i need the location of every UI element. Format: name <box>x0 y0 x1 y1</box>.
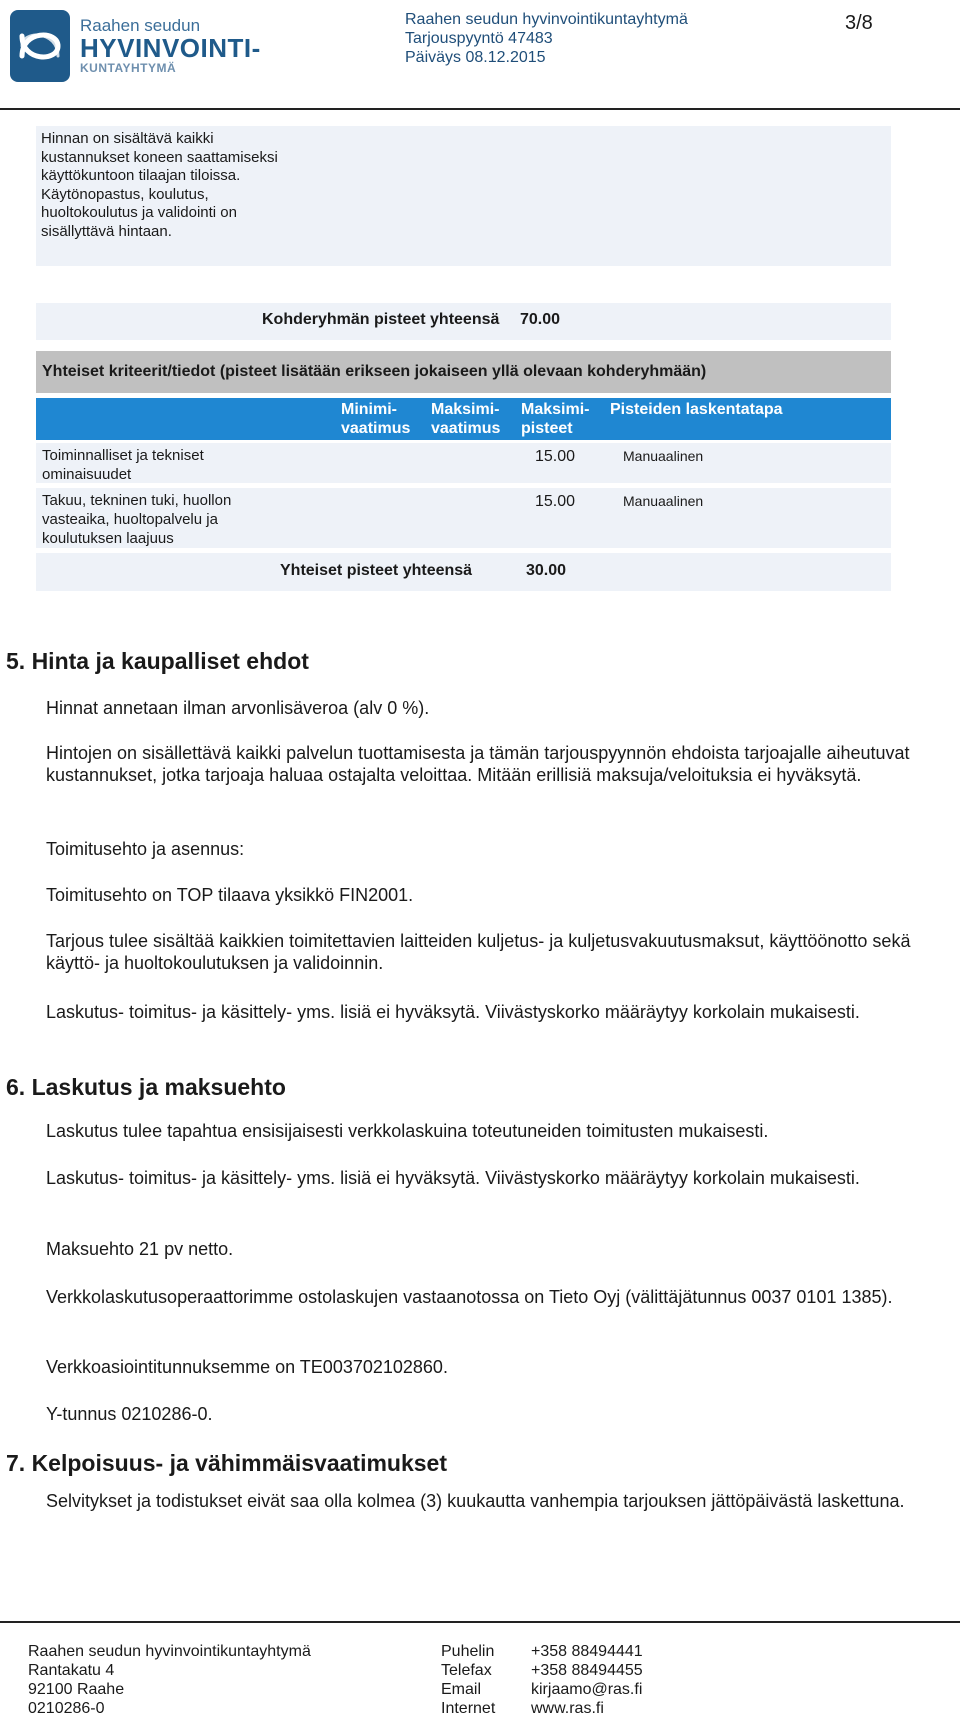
criteria-points: 15.00 <box>535 493 576 510</box>
criteria-row <box>36 443 891 483</box>
footer-label-fax: Telefax <box>441 1662 492 1679</box>
section-6-paragraph: Laskutus tulee tapahtua ensisijaisesti verkkolaskuina toteutuneiden toimitusten mukaisesti. <box>46 1121 769 1141</box>
header-organization: Raahen seudun hyvinvointikuntayhtymä <box>405 11 688 28</box>
footer-label-email: Email <box>441 1681 482 1698</box>
criteria-label: Toiminnalliset ja tekniset ominaisuudet <box>42 447 204 483</box>
criteria-label: Takuu, tekninen tuki, huollon vasteaika, huoltopalvelu ja koulutuksen laajuus <box>42 492 232 547</box>
section-6-paragraph: Verkkolaskutusoperaattorimme ostolaskujen vastaanotossa on Tieto Oyj (välittäjätunnus 0037 0101 1385). <box>46 1287 893 1307</box>
knot-logo-icon <box>10 10 70 82</box>
common-criteria-heading: Yhteiset kriteerit/tiedot (pisteet lisätään erikseen jokaiseen yllä olevaan kohderyhmään) <box>36 351 891 393</box>
footer-website-link[interactable]: www.ras.fi <box>531 1700 604 1717</box>
section-5-paragraph: Hinnat annetaan ilman arvonlisäveroa (alv 0 %). <box>46 698 430 718</box>
footer-city: 92100 Raahe <box>28 1681 125 1698</box>
footer-divider <box>0 1621 960 1623</box>
logo-big-text: HYVINVOINTI- <box>80 32 261 63</box>
section-5-paragraph: Laskutus- toimitus- ja käsittely- yms. lisiä ei hyväksytä. Viivästyskorko määräytyy korkolain mukaisesti. <box>46 1002 860 1022</box>
footer-street: Rantakatu 4 <box>28 1662 115 1679</box>
footer-email-link[interactable]: kirjaamo@ras.fi <box>531 1681 643 1698</box>
section-7-paragraph: Selvitykset ja todistukset eivät saa olla kolmea (3) kuukautta vanhempia tarjouksen jättöpäivästä laskettuna. <box>46 1491 905 1511</box>
section-5-paragraph: Toimitusehto on TOP tilaava yksikkö FIN2001. <box>46 885 414 905</box>
group-total-value: 70.00 <box>520 311 561 328</box>
logo-small-text: Raahen seudun <box>80 16 201 36</box>
footer-business-id: 0210286-0 <box>28 1700 105 1717</box>
footer-phone: +358 88494441 <box>531 1643 643 1660</box>
footer-label-internet: Internet <box>441 1700 496 1717</box>
section-6-paragraph: Y-tunnus 0210286-0. <box>46 1404 213 1424</box>
criteria-method: Manuaalinen <box>623 493 704 509</box>
organization-logo <box>10 10 260 82</box>
group-total-label: Kohderyhmän pisteet yhteensä <box>262 311 500 328</box>
footer-organization: Raahen seudun hyvinvointikuntayhtymä <box>28 1643 311 1660</box>
page-number: 3/8 <box>845 12 873 34</box>
common-total-row <box>36 553 891 591</box>
section-7-heading: 7. Kelpoisuus- ja vähimmäisvaatimukset <box>6 1450 448 1476</box>
header-date: Päiväys 08.12.2015 <box>405 49 546 66</box>
document-header-info <box>405 10 688 67</box>
column-maximum-requirement: Maksimi- vaatimus <box>431 401 501 437</box>
common-total-label: Yhteiset pisteet yhteensä <box>280 562 473 579</box>
section-6-paragraph: Maksuehto 21 pv netto. <box>46 1239 234 1259</box>
logo-sub-text: KUNTAYHTYMÄ <box>80 61 177 76</box>
criteria-row <box>36 488 891 548</box>
footer-contact-labels <box>441 1642 495 1718</box>
section-5-paragraph: Tarjous tulee sisältää kaikkien toimitettavien laitteiden kuljetus- ja kuljetusvakuutusmaksut, käyttöönotto sekä käyttö- ja huoltokoulutuksen ja validoinnin. <box>46 931 911 973</box>
section-6-paragraph: Verkkoasiointitunnuksemme on TE003702102860. <box>46 1357 448 1377</box>
column-minimum-requirement: Minimi- vaatimus <box>341 401 411 437</box>
section-5-paragraph: Toimitusehto ja asennus: <box>46 839 245 859</box>
section-6-heading: 6. Laskutus ja maksuehto <box>6 1074 286 1100</box>
footer-label-phone: Puhelin <box>441 1643 495 1660</box>
price-note-row <box>36 126 891 266</box>
footer-fax: +358 88494455 <box>531 1662 643 1679</box>
section-6-paragraph: Laskutus- toimitus- ja käsittely- yms. lisiä ei hyväksytä. Viivästyskorko määräytyy korkolain mukaisesti. <box>46 1168 860 1188</box>
section-5-heading: 5. Hinta ja kaupalliset ehdot <box>6 648 309 674</box>
common-total-value: 30.00 <box>526 562 567 579</box>
criteria-column-header <box>36 398 891 440</box>
footer-contact-values <box>531 1642 643 1718</box>
group-total-row <box>36 303 891 340</box>
section-5-paragraph: Hintojen on sisällettävä kaikki palvelun tuottamisesta ja tämän tarjouspyynnön ehdoista tarjoajalle aiheutuvat kustannukset, jotka tarjoaja haluaa ostajalta veloittaa. Mitään erillisiä maksuja/veloituksia ei hyväksytä. <box>46 743 910 785</box>
header-divider <box>0 108 960 110</box>
footer-address <box>28 1642 311 1718</box>
column-maximum-points: Maksimi- pisteet <box>521 401 590 437</box>
column-scoring-method: Pisteiden laskentatapa <box>610 401 783 418</box>
header-tender-number: Tarjouspyyntö 47483 <box>405 30 553 47</box>
criteria-points: 15.00 <box>535 448 576 465</box>
price-note-text: Hinnan on sisältävä kaikki kustannukset koneen saattamiseksi käyttökuntoon tilaajan tiloissa. Käytönopastus, koulutus, huoltokoulutus ja validointi on sisällyttävä hintaan. <box>41 130 278 240</box>
criteria-method: Manuaalinen <box>623 448 704 464</box>
